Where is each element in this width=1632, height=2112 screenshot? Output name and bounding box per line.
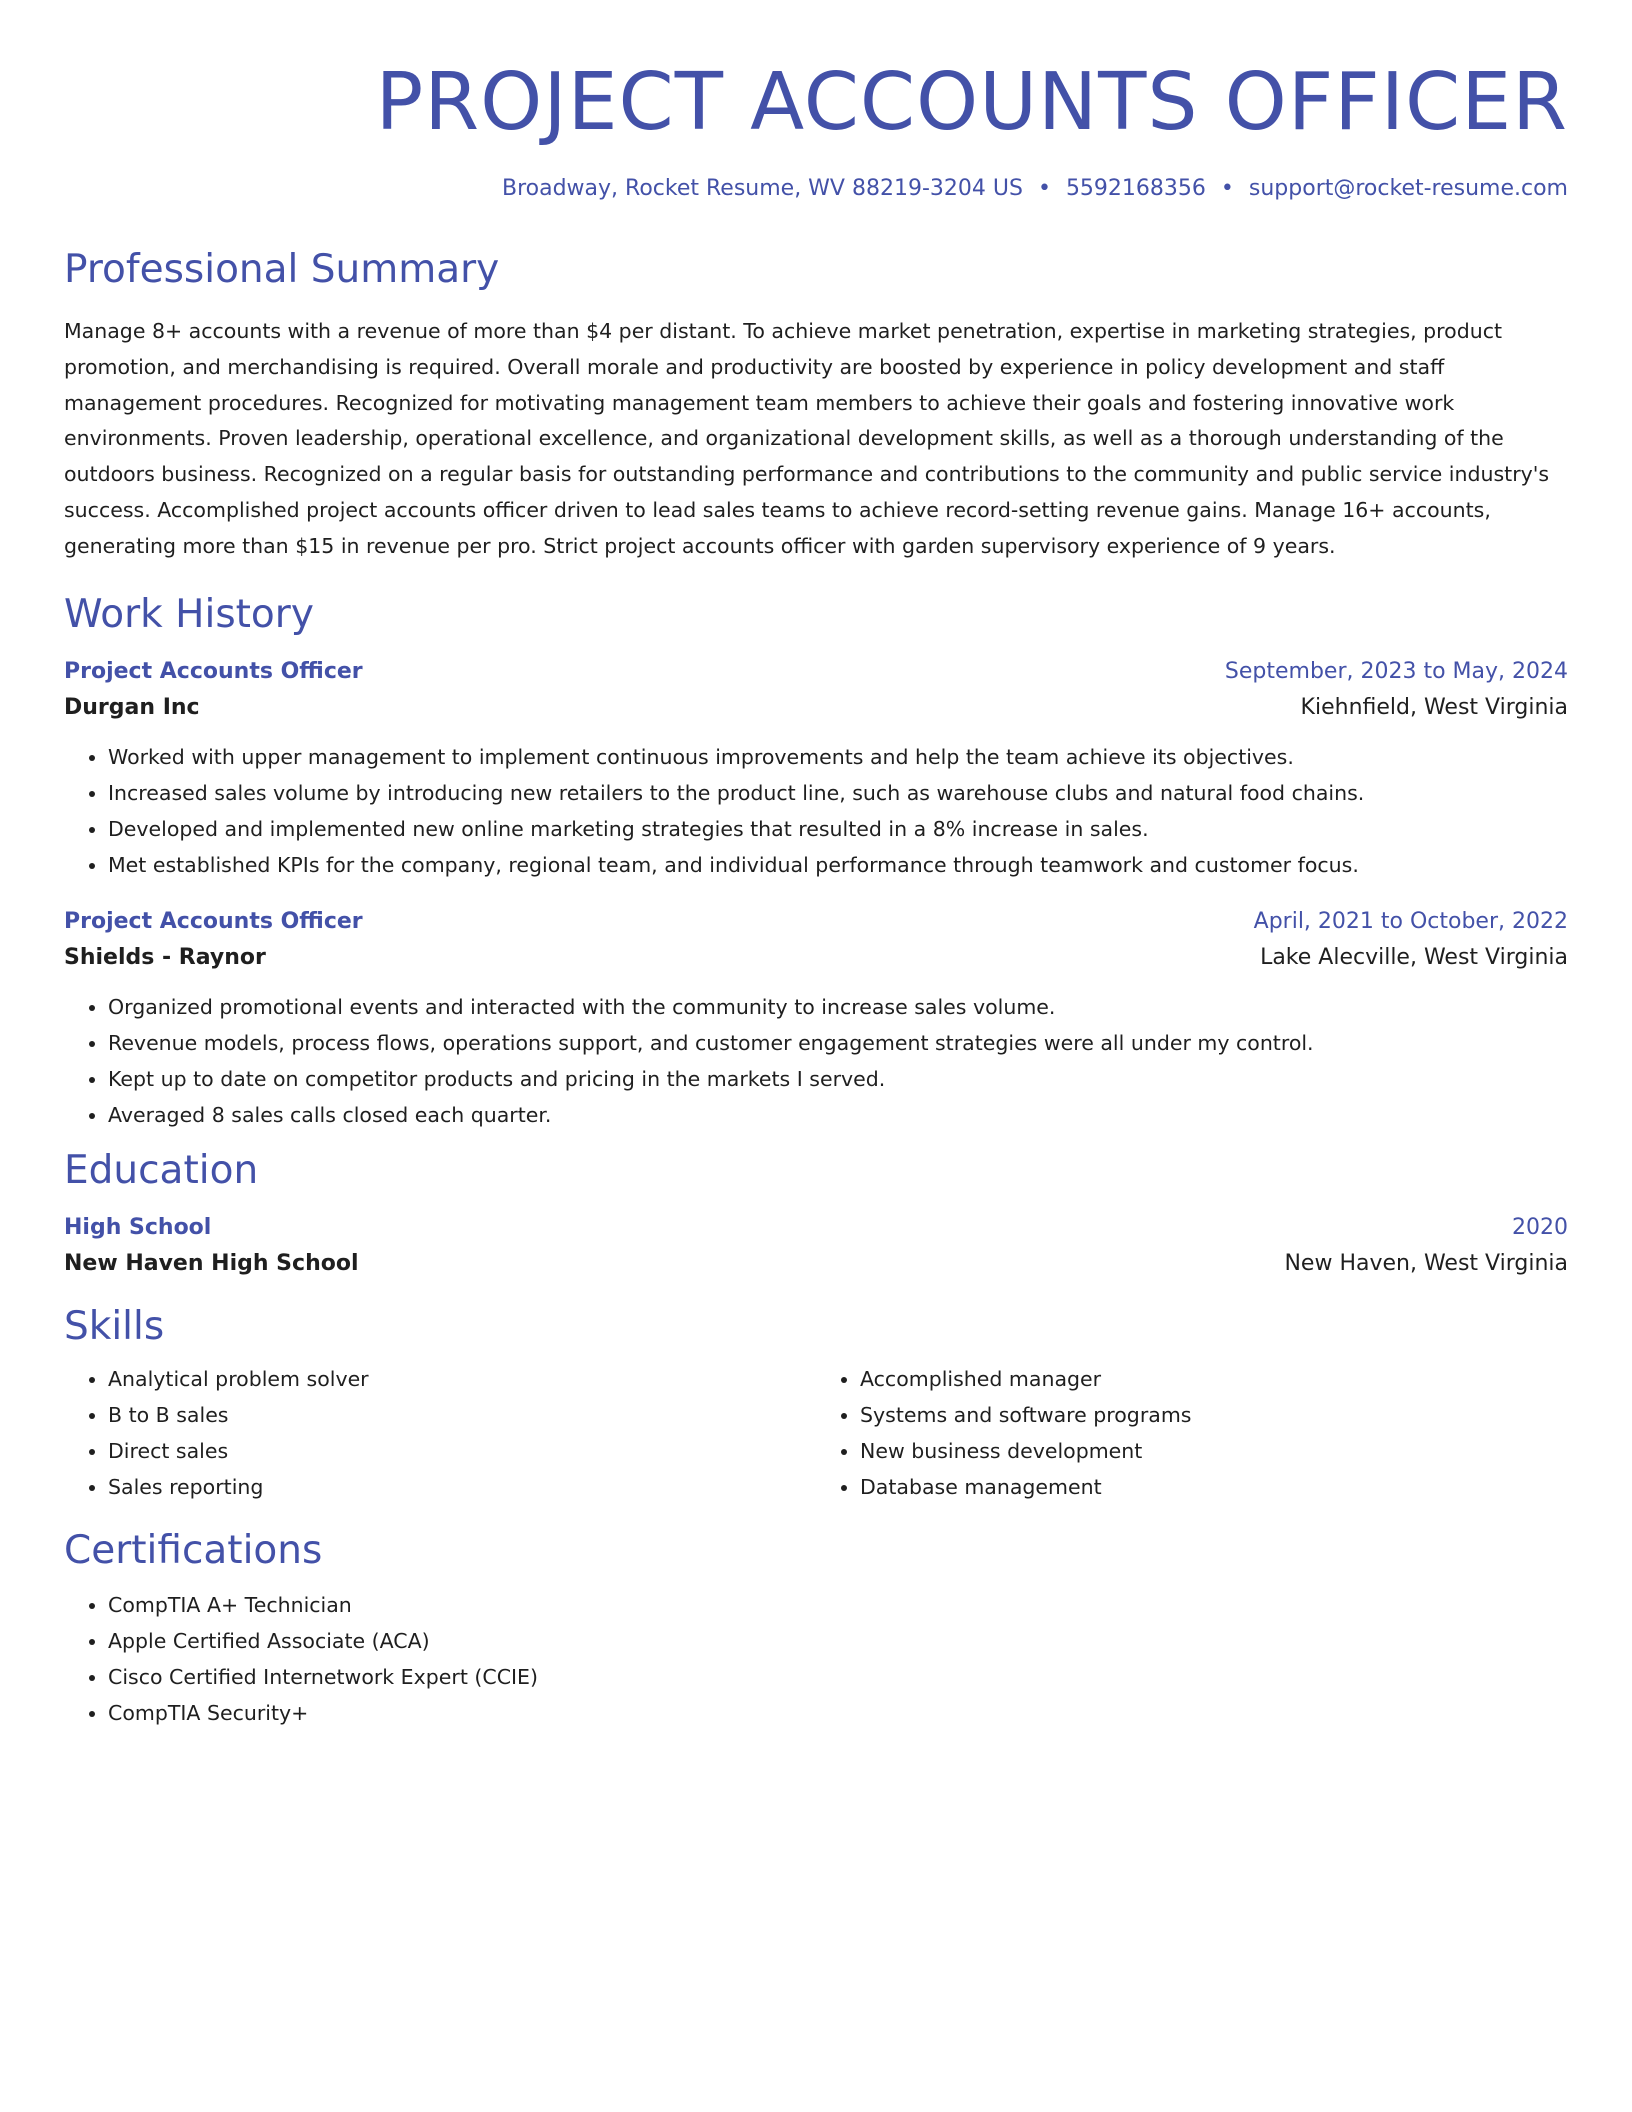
resume-header: [64, 52, 1568, 204]
job-bullet: • Averaged 8 sales calls closed each quarter.: [108, 1097, 1568, 1133]
skills-heading: Skills: [64, 1303, 165, 1349]
contact-email[interactable]: support@rocket-resume.com: [1248, 176, 1568, 201]
contact-address: Broadway, Rocket Resume, WV 88219-3204 US: [501, 176, 1023, 201]
summary-heading: Professional Summary: [64, 247, 500, 292]
skill-item: • Database management: [860, 1469, 1568, 1505]
resume-name: PROJECT ACCOUNTS OFFICER: [375, 56, 1568, 148]
certifications-heading: Certifications: [64, 1527, 323, 1573]
certification-item: • Apple Certified Associate (ACA): [108, 1623, 1568, 1659]
job-location: Lake Alecville, West Virginia: [1260, 944, 1568, 970]
job-bullets: [64, 739, 1568, 883]
job-entry: [64, 905, 1568, 1133]
skills-column-right: [816, 1361, 1568, 1505]
contact-separator: •: [1220, 176, 1234, 201]
skill-item: • Direct sales: [108, 1433, 816, 1469]
job-bullet: • Revenue models, process flows, operations support, and customer engagement strategies were all under my control.: [108, 1025, 1568, 1061]
certification-item: • CompTIA Security+: [108, 1695, 1568, 1731]
summary-text: Manage 8+ accounts with a revenue of more than $4 per distant. To achieve market penetration, expertise in marketing strategies, product promotion, and merchandising is required. Overall morale and productivity are boosted by experience in policy development and staff management procedures. Recognized for motivating management team members to achieve their goals and fostering innovative work environments. Proven leadership, operational excellence, and organizational development skills, as well as a thorough understanding of the outdoors business. Recognized on a regular basis for outstanding performance and contributions to the community and public service industry's success. Accomplished project accounts officer driven to lead sales teams to achieve record-setting revenue gains. Manage 16+ accounts, generating more than $15 in revenue per pro. Strict project accounts officer with garden supervisory experience of 9 years.: [64, 319, 1550, 558]
skill-item: • Analytical problem solver: [108, 1361, 816, 1397]
contact-phone[interactable]: 5592168356: [1065, 176, 1206, 201]
skill-item: • New business development: [860, 1433, 1568, 1469]
job-bullets: [64, 989, 1568, 1133]
job-entry: [64, 655, 1568, 883]
job-bullet: • Worked with upper management to implement continuous improvements and help the team achieve its objectives.: [108, 739, 1568, 775]
certifications-list: [64, 1587, 1568, 1731]
skill-item: • B to B sales: [108, 1397, 816, 1433]
skill-item: • Systems and software programs: [860, 1397, 1568, 1433]
job-bullet: • Increased sales volume by introducing new retailers to the product line, such as warehouse clubs and natural food chains.: [108, 775, 1568, 811]
job-bullet: • Organized promotional events and interacted with the community to increase sales volume.: [108, 989, 1568, 1025]
certification-item: • Cisco Certified Internetwork Expert (CCIE): [108, 1659, 1568, 1695]
education-school: New Haven High School: [64, 1250, 359, 1276]
skill-item: • Accomplished manager: [860, 1361, 1568, 1397]
job-bullet: • Met established KPIs for the company, regional team, and individual performance through teamwork and customer focus.: [108, 847, 1568, 883]
education-entry: [64, 1211, 1568, 1283]
education-year: 2020: [1512, 1214, 1568, 1240]
skills-column-left: [64, 1361, 816, 1505]
contact-line: [64, 174, 1568, 204]
job-dates: April, 2021 to October, 2022: [1253, 908, 1568, 934]
job-company: Durgan Inc: [64, 694, 200, 720]
job-bullet: • Developed and implemented new online marketing strategies that resulted in a 8% increase in sales.: [108, 811, 1568, 847]
work-history-heading: Work History: [64, 591, 314, 637]
job-bullet: • Kept up to date on competitor products and pricing in the markets I served.: [108, 1061, 1568, 1097]
skill-item: • Sales reporting: [108, 1469, 816, 1505]
contact-separator: •: [1037, 176, 1051, 201]
education-location: New Haven, West Virginia: [1284, 1250, 1568, 1276]
skills-grid: [64, 1361, 1568, 1505]
job-title: Project Accounts Officer: [64, 658, 363, 684]
job-title: Project Accounts Officer: [64, 908, 363, 934]
job-dates: September, 2023 to May, 2024: [1224, 658, 1568, 684]
education-heading: Education: [64, 1147, 259, 1193]
certification-item: • CompTIA A+ Technician: [108, 1587, 1568, 1623]
job-company: Shields - Raynor: [64, 944, 266, 970]
education-degree: High School: [64, 1214, 212, 1240]
job-location: Kiehnfield, West Virginia: [1300, 694, 1568, 720]
